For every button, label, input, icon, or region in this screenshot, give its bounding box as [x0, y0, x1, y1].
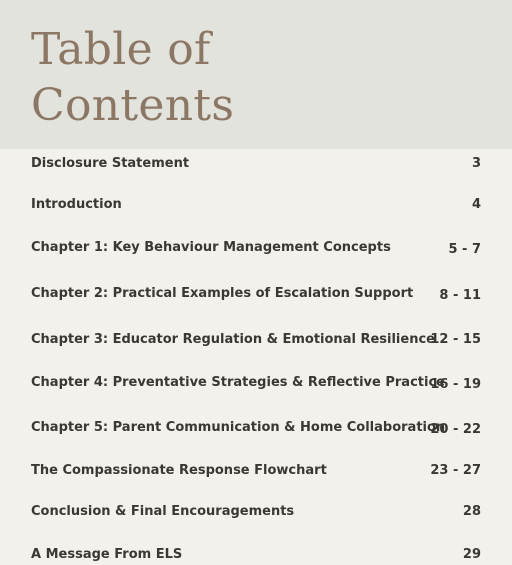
title-line-1: Table of: [31, 24, 211, 75]
toc-entry-chapter-3[interactable]: [31, 330, 481, 350]
toc-entry-pages: 8 - 11: [439, 288, 481, 303]
toc-entry-pages: 12 - 15: [430, 332, 481, 347]
toc-entry-label: Chapter 1: Key Behaviour Management Concepts: [31, 240, 391, 255]
toc-entry-label: Conclusion & Final Encouragements: [31, 504, 295, 519]
toc-entry-label: Chapter 2: Practical Examples of Escalation Support: [31, 286, 414, 301]
toc-entry-label: Disclosure Statement: [31, 156, 190, 171]
toc-entry-pages: 4: [471, 197, 481, 212]
toc-entry-pages: 20 - 22: [430, 422, 481, 437]
toc-entry-chapter-4[interactable]: [31, 373, 481, 393]
toc-entry-pages: 3: [471, 156, 481, 171]
toc-entry-label: Chapter 4: Preventative Strategies & Reflective Practice: [31, 375, 445, 390]
toc-entry-disclosure[interactable]: [31, 154, 481, 174]
toc-entry-pages: 28: [462, 504, 481, 519]
toc-entry-label: Introduction: [31, 197, 122, 212]
toc-entry-chapter-1[interactable]: [31, 238, 481, 258]
toc-entry-pages: 5 - 7: [448, 242, 481, 257]
title-line-2: Contents: [31, 80, 235, 131]
toc-entry-introduction[interactable]: [31, 195, 481, 215]
toc-entry-conclusion[interactable]: [31, 502, 481, 522]
toc-entry-label: A Message From ELS: [31, 547, 183, 562]
toc-entry-label: Chapter 3: Educator Regulation & Emotional Resilience: [31, 332, 435, 347]
toc-entry-flowchart[interactable]: [31, 461, 481, 481]
toc-entry-pages: 29: [462, 547, 481, 562]
toc-entry-label: Chapter 5: Parent Communication & Home Collaboration: [31, 420, 446, 435]
toc-entry-message[interactable]: [31, 545, 481, 565]
toc-entry-chapter-5[interactable]: [31, 418, 481, 438]
toc-entry-pages: 23 - 27: [430, 463, 481, 478]
toc-entry-label: The Compassionate Response Flowchart: [31, 463, 327, 478]
toc-entry-pages: 16 - 19: [430, 377, 481, 392]
toc-entry-chapter-2[interactable]: [31, 284, 481, 304]
